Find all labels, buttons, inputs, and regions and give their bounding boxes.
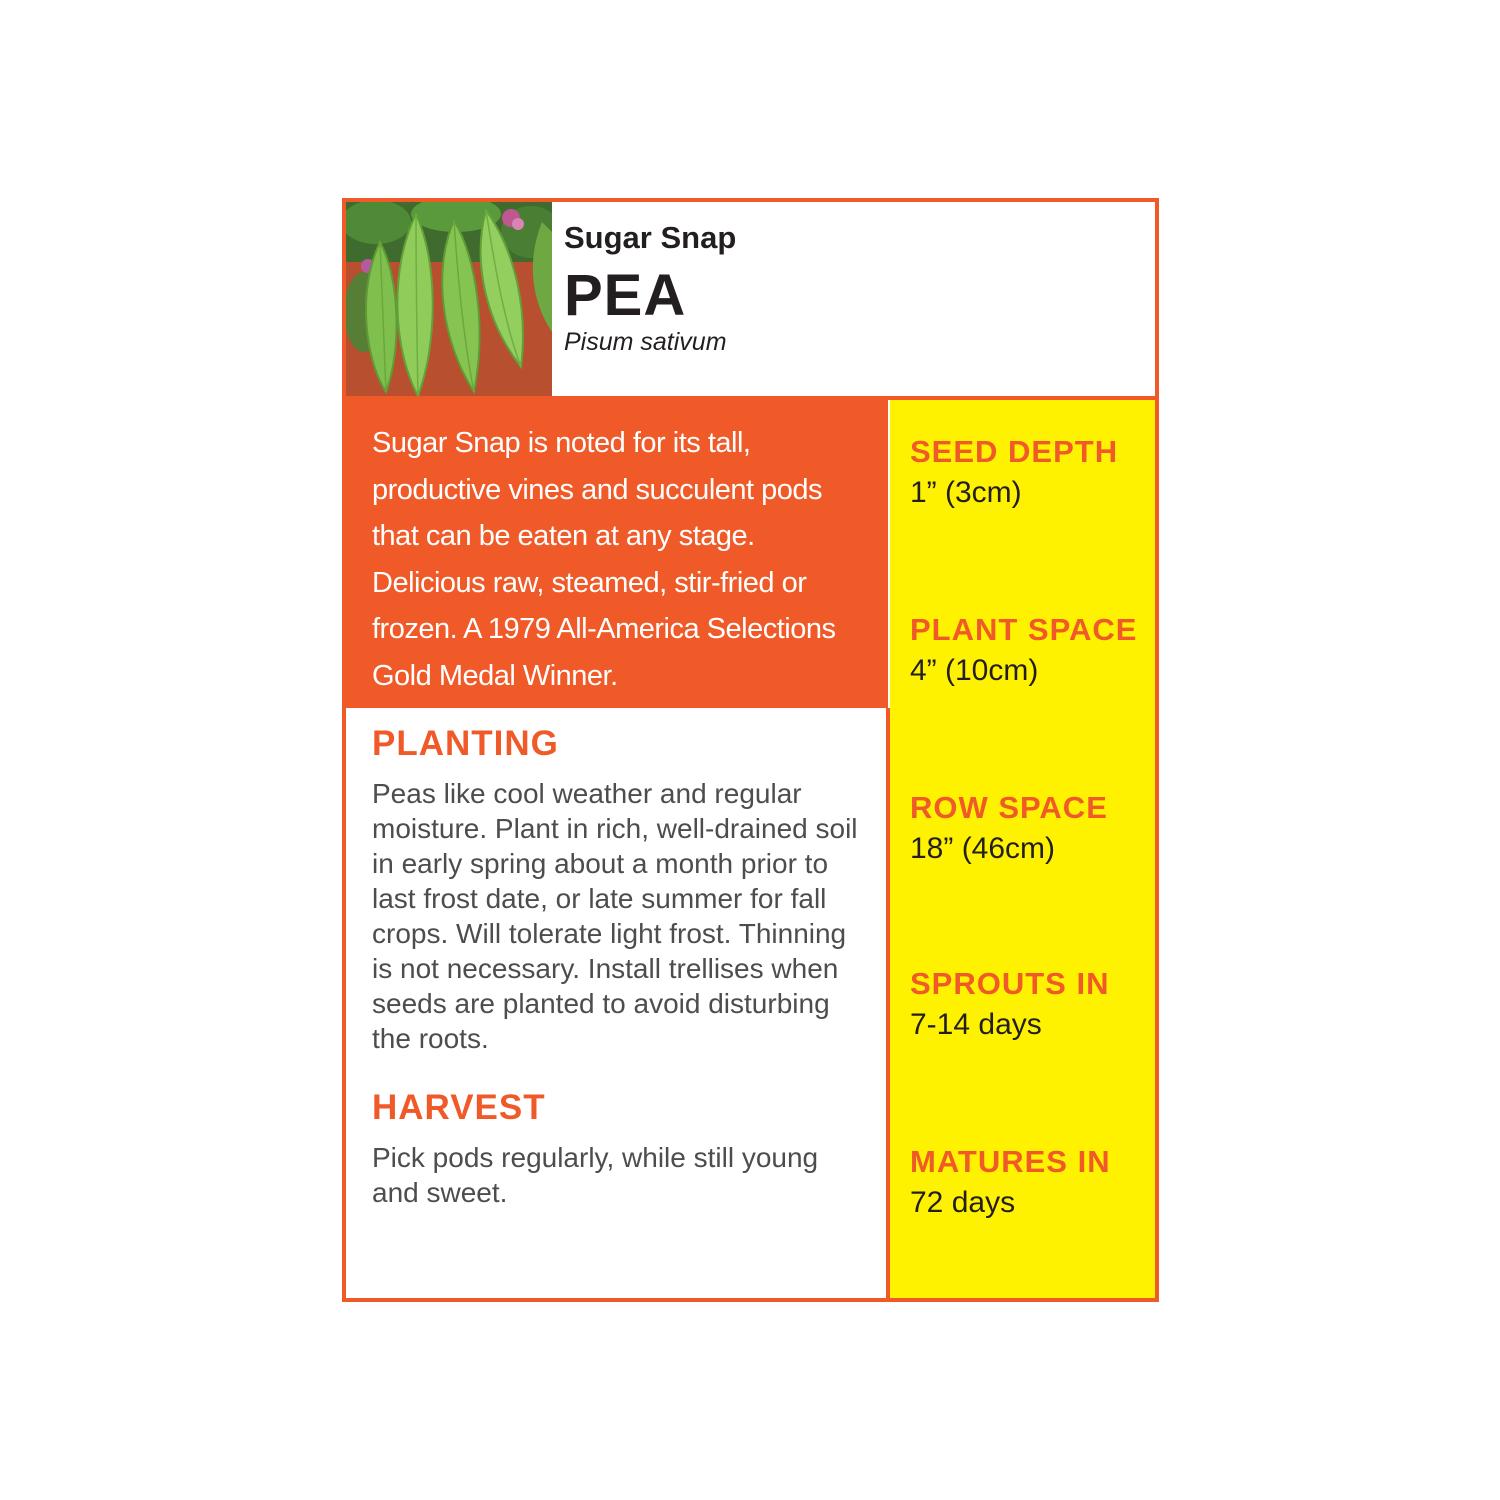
harvest-heading: HARVEST xyxy=(372,1088,546,1127)
spec-value: 18” (46cm) xyxy=(910,832,1056,865)
harvest-text: Pick pods regularly, while still young and sweet. xyxy=(372,1142,819,1208)
growing-info xyxy=(346,708,886,1298)
pea-pods-photo xyxy=(346,202,552,396)
spec-row-space xyxy=(910,790,1108,866)
planting-text: Peas like cool weather and regular moisture. Plant in rich, well-drained soil in early spring about a month prior to last frost date, or late summer for fall crops. Will tolerate light frost. Thinning is not necessary. Install trellises when seeds are planted to avoid disturbing the roots. xyxy=(372,778,858,1054)
seed-packet-card xyxy=(342,198,1159,1302)
spec-label: PLANT SPACE xyxy=(910,612,1138,647)
spec-value: 4” (10cm) xyxy=(910,654,1039,687)
description-text: Sugar Snap is noted for its tall, productive vines and succulent pods that can be eaten at any stage. Delicious raw, steamed, stir-fried or frozen. A 1979 All-America Selections Gold Medal Winner. xyxy=(372,427,836,692)
description-panel xyxy=(346,400,888,708)
pea-pods-illustration xyxy=(346,202,552,396)
spec-label: MATURES IN xyxy=(910,1144,1111,1179)
botanical-name: Pisum sativum xyxy=(564,328,727,356)
specs-panel xyxy=(890,400,1155,1298)
spec-label: SEED DEPTH xyxy=(910,434,1119,469)
planting-heading: PLANTING xyxy=(372,724,559,763)
variety-name: Sugar Snap xyxy=(564,220,737,255)
spec-value: 1” (3cm) xyxy=(910,476,1022,509)
spec-value: 7-14 days xyxy=(910,1008,1042,1041)
spec-sprouts-in xyxy=(910,966,1109,1042)
spec-matures-in xyxy=(910,1144,1111,1220)
spec-seed-depth xyxy=(910,434,1118,510)
spec-plant-space xyxy=(910,612,1137,688)
title-block xyxy=(556,206,1149,396)
spec-value: 72 days xyxy=(910,1186,1016,1219)
crop-title: PEA xyxy=(564,263,687,328)
spec-label: SPROUTS IN xyxy=(910,966,1110,1001)
spec-label: ROW SPACE xyxy=(910,790,1108,825)
